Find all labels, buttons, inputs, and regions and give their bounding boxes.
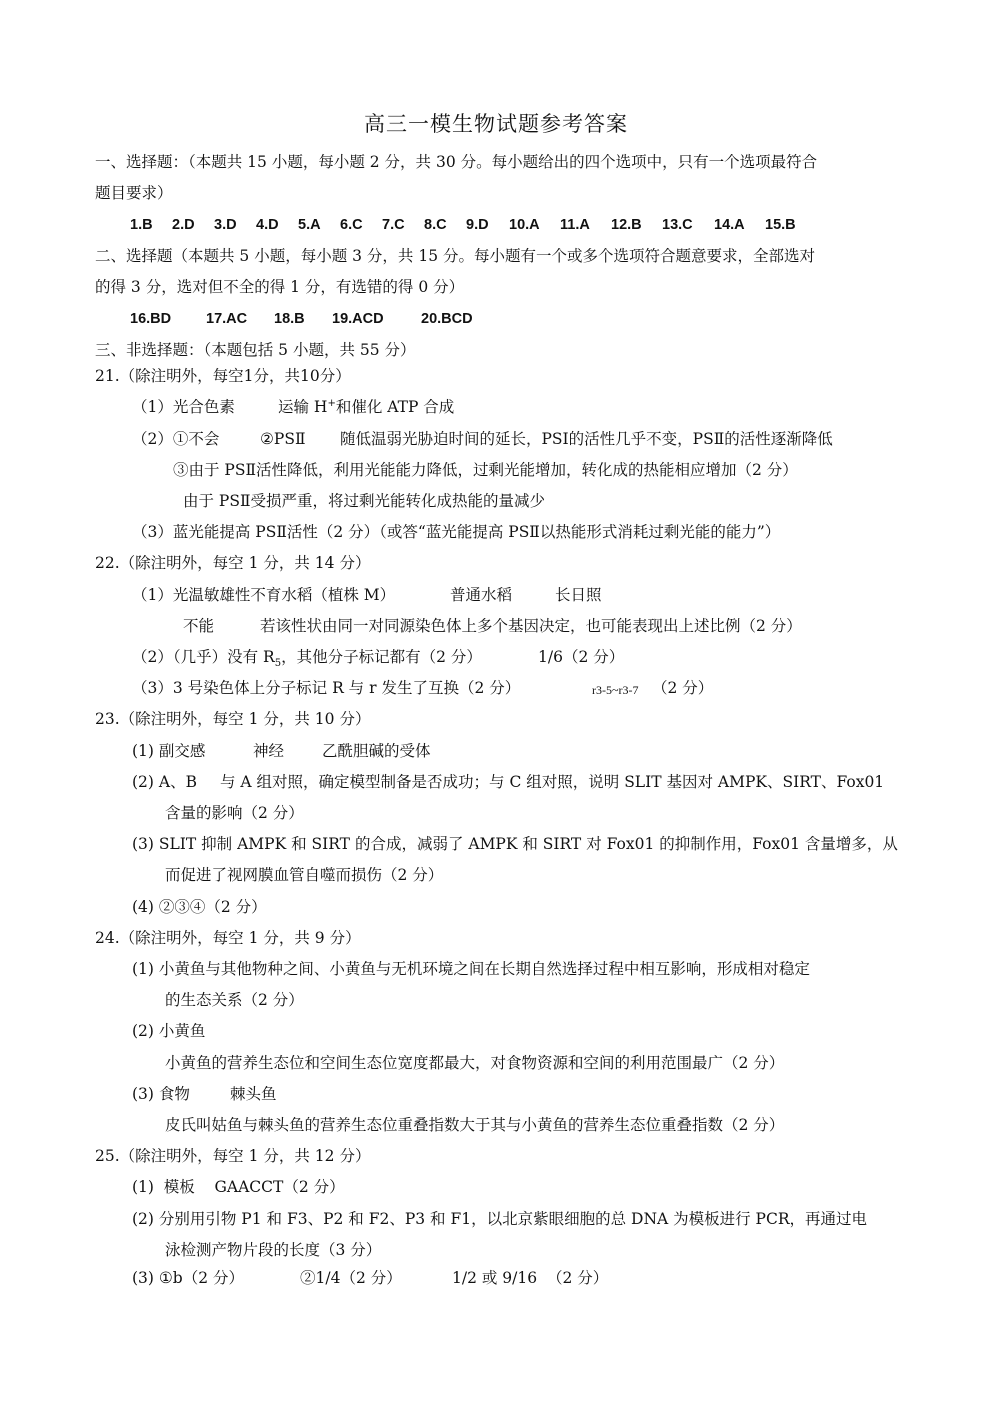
answer-item: 12.B (611, 217, 642, 233)
q22-part1-answer4: 不能 (183, 617, 215, 635)
q23-part1-answer3: 乙酰胆碱的受体 (322, 742, 431, 760)
q21-part2-answer5: 由于 PSⅡ受损严重，将过剩光能转化成热能的量减少 (183, 492, 546, 510)
answer-item: 19.ACD (332, 311, 384, 327)
answer-item: 2.D (172, 217, 195, 233)
answer-item: 3.D (214, 217, 237, 233)
q23-part1-answer2: 神经 (253, 742, 285, 760)
q22-part1-answer3: 长日照 (555, 586, 602, 604)
q24-header: 24.（除注明外，每空 1 分，共 9 分） (95, 929, 361, 947)
answer-item: 1.B (130, 217, 153, 233)
answer-item: 15.B (765, 217, 796, 233)
answer-item: 7.C (382, 217, 405, 233)
q22-part1-answer2: 普通水稻 (450, 586, 513, 604)
page-title: 高三一模生物试题参考答案 (364, 112, 628, 136)
q25-part3-answer1: (3) ①b（2 分） (132, 1269, 244, 1287)
q22-part2-answer2: 1/6（2 分） (538, 648, 625, 666)
answer-item: 6.C (340, 217, 363, 233)
answer-item: 5.A (298, 217, 321, 233)
sec1-instruction-line2: 题目要求） (95, 184, 173, 202)
q25-part1-answer: (1) 模板 GAACCT（2 分） (132, 1178, 345, 1196)
answer-item: 13.C (662, 217, 693, 233)
q22-part3-score: （2 分） (652, 679, 714, 697)
q22-header: 22.（除注明外，每空 1 分，共 14 分） (95, 554, 371, 572)
q25-part3-answer2: ②1/4（2 分） (300, 1269, 402, 1287)
q24-part3-answer2: 棘头鱼 (230, 1085, 277, 1103)
q22-part3-answer2: r3-5~r3-7 (592, 683, 639, 697)
q22-part1-answer1: （1）光温敏雄性不育水稻（植株 M） (132, 586, 396, 604)
answer-item: 18.B (274, 311, 305, 327)
q21-part1-answer2: 运输 H+和催化 ATP 合成 (278, 397, 455, 416)
answer-item: 20.BCD (421, 311, 473, 327)
q23-part3-line1: (3) SLIT 抑制 AMPK 和 SIRT 的合成，减弱了 AMPK 和 SIRT 对 Fox01 的抑制作用，Fox01 含量增多，从 (132, 835, 898, 853)
q21-header: 21.（除注明外，每空1分，共10分） (95, 367, 351, 385)
q21-part3-answer: （3）蓝光能提高 PSⅡ活性（2 分）（或答“蓝光能提高 PSⅡ以热能形式消耗过剩光能的能力”） (132, 523, 781, 541)
sec2-instruction-line1: 二、选择题（本题共 5 小题，每小题 3 分，共 15 分。每小题有一个或多个选项符合题意要求，全部选对 (95, 247, 816, 265)
q25-part3-answer3: 1/2 或 9/16 （2 分） (452, 1269, 609, 1287)
q25-part2-line2: 泳检测产物片段的长度（3 分） (165, 1241, 382, 1259)
q21-part2-answer2: ②PSⅡ (260, 430, 306, 448)
q21-part1-answer1: （1）光合色素 (132, 398, 235, 416)
answer-item: 10.A (509, 217, 540, 233)
q23-part3-line2: 而促进了视网膜血管自噬而损伤（2 分） (165, 866, 444, 884)
q23-part2-answer1: (2) A、B (132, 773, 197, 791)
q23-part2-answer2: 与 A 组对照，确定模型制备是否成功；与 C 组对照，说明 SLIT 基因对 AMPK、SIRT、Fox01 (220, 773, 885, 791)
q25-header: 25.（除注明外，每空 1 分，共 12 分） (95, 1147, 371, 1165)
q22-part3-answer1: （3）3 号染色体上分子标记 R 与 r 发生了互换（2 分） (132, 679, 521, 697)
sec2-instruction-line2: 的得 3 分，选对但不全的得 1 分，有选错的得 0 分） (95, 278, 465, 296)
q24-part3-answer3: 皮氏叫姑鱼与棘头鱼的营养生态位重叠指数大于其与小黄鱼的营养生态位重叠指数（2 分） (165, 1116, 785, 1134)
answer-item: 11.A (560, 217, 590, 233)
sec2-answer-list (130, 309, 481, 329)
q25-part2-line1: (2) 分别用引物 P1 和 F3、P2 和 F2、P3 和 F1，以北京紫眼细胞的总 DNA 为模板进行 PCR，再通过电 (132, 1210, 868, 1228)
sec1-answer-list (130, 215, 805, 235)
answer-item: 14.A (714, 217, 745, 233)
answer-item: 4.D (256, 217, 279, 233)
q23-part4-answer: (4) ②③④（2 分） (132, 898, 267, 916)
q21-part2-answer4: ③由于 PSⅡ活性降低，利用光能能力降低，过剩光能增加，转化成的热能相应增加（2 分） (173, 461, 798, 479)
q21-part2-answer3: 随低温弱光胁迫时间的延长，PSⅠ的活性几乎不变，PSⅡ的活性逐渐降低 (340, 430, 833, 448)
q22-part1-answer5: 若该性状由同一对同源染色体上多个基因决定，也可能表现出上述比例（2 分） (260, 617, 802, 635)
answer-item: 16.BD (130, 311, 172, 327)
q23-part2-answer3: 含量的影响（2 分） (165, 804, 304, 822)
answer-item: 8.C (424, 217, 447, 233)
sec1-instruction-line1: 一、选择题：（本题共 15 小题，每小题 2 分，共 30 分。每小题给出的四个选项中，只有一个选项最符合 (95, 153, 818, 171)
q21-part2-answer1: （2）①不会 (132, 430, 220, 448)
answer-item: 17.AC (206, 311, 248, 327)
sec3-instruction: 三、非选择题：（本题包括 5 小题，共 55 分） (95, 341, 416, 359)
q24-part3-answer1: (3) 食物 (132, 1085, 190, 1103)
q22-part2-answer1: （2）（几乎）没有 $R_5$，其他分子标记都有（2 分） (132, 648, 482, 670)
answer-item: 9.D (466, 217, 489, 233)
q24-part2-answer2: 小黄鱼的营养生态位和空间生态位宽度都最大，对食物资源和空间的利用范围最广（2 分） (165, 1054, 785, 1072)
q24-part1-line2: 的生态关系（2 分） (165, 991, 304, 1009)
q24-part1-line1: (1) 小黄鱼与其他物种之间、小黄鱼与无机环境之间在长期自然选择过程中相互影响，形成相对稳定 (132, 960, 810, 978)
q23-header: 23.（除注明外，每空 1 分，共 10 分） (95, 710, 371, 728)
q24-part2-answer1: (2) 小黄鱼 (132, 1022, 206, 1040)
q23-part1-answer1: (1) 副交感 (132, 742, 206, 760)
